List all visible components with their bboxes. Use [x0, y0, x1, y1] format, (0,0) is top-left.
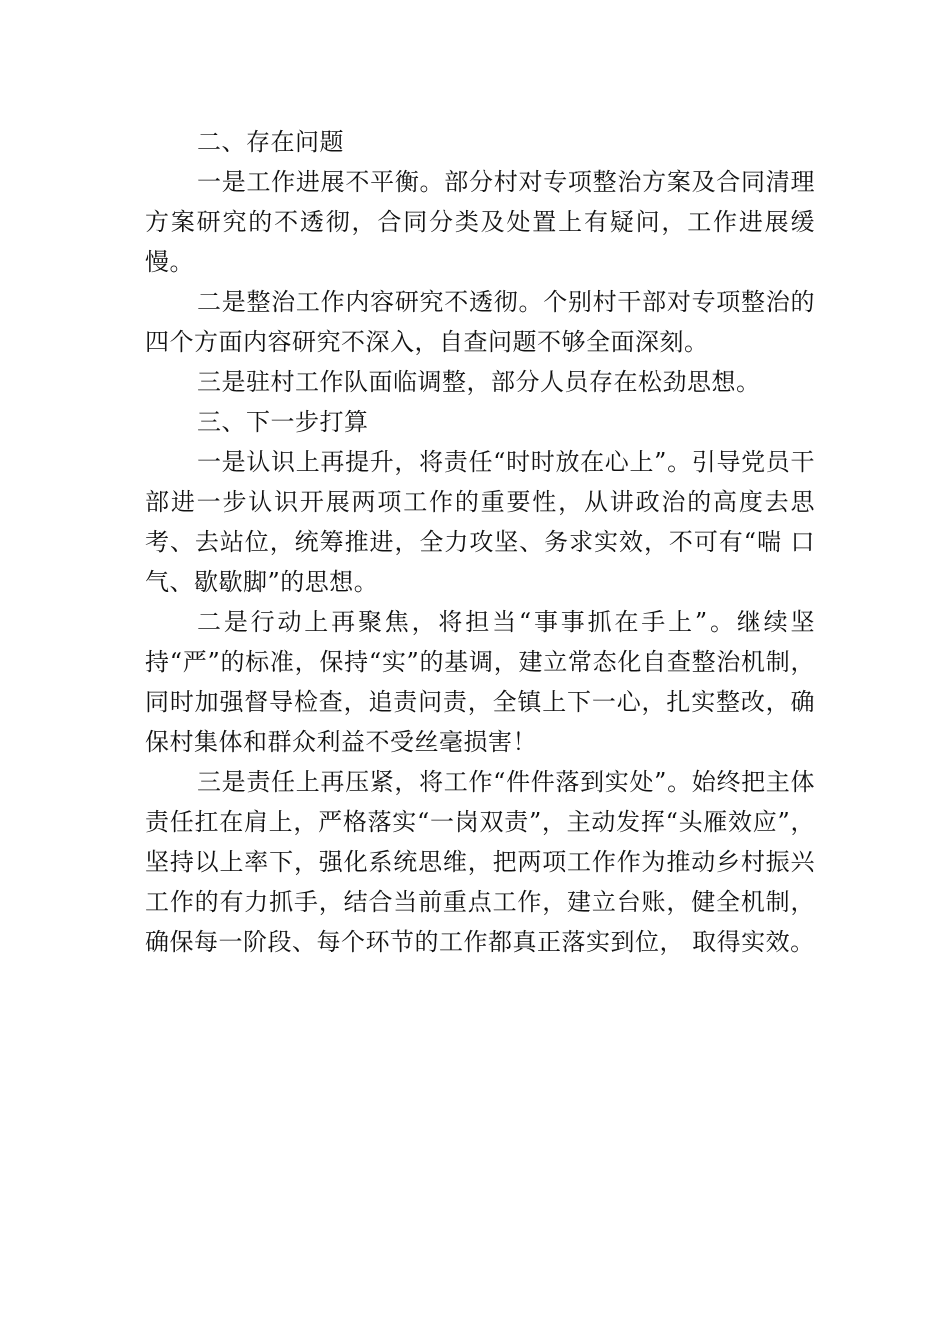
- paragraph-problem-1: 一是工作进展不平衡。部分村对专项整治方案及合同清理方案研究的不透彻，合同分类及处置上有疑问，工作进展缓慢。: [145, 168, 815, 276]
- paragraph-next-step-2: 二是行动上再聚焦，将担当“事事抓在手上”。继续坚持“严”的标准，保持“实”的基调，建立常态化自查整治机制，同时加强督导检查，追责问责，全镇上下一心，扎实整改，确保村集体和群众利益不受丝毫损害！: [145, 608, 815, 756]
- section-heading-problems: 二、存在问题: [197, 128, 344, 156]
- paragraph-problem-3: 三是驻村工作队面临调整，部分人员存在松劲思想。: [197, 368, 761, 396]
- paragraph-next-step-3: 三是责任上再压紧，将工作“件件落到实处”。始终把主体责任扛在肩上，严格落实“一岗双责”，主动发挥“头雁效应”，坚持以上率下，强化系统思维，把两项工作作为推动乡村振兴工作的有力抓手，结合当前重点工作，建立台账，健全机制，确保每一阶段、每个环节的工作都真正落实到位， 取得实效。: [145, 768, 815, 956]
- paragraph-next-step-1: 一是认识上再提升，将责任“时时放在心上”。引导党员干部进一步认识开展两项工作的重要性，从讲政治的高度去思考、去站位，统筹推进，全力攻坚、务求实效，不可有“喘 口气、歇歇脚”的思想。: [145, 448, 815, 596]
- section-heading-next-steps: 三、下一步打算: [197, 408, 369, 436]
- paragraph-problem-2: 二是整治工作内容研究不透彻。个别村干部对专项整治的四个方面内容研究不深入，自查问题不够全面深刻。: [145, 288, 815, 356]
- document-body: [145, 122, 815, 962]
